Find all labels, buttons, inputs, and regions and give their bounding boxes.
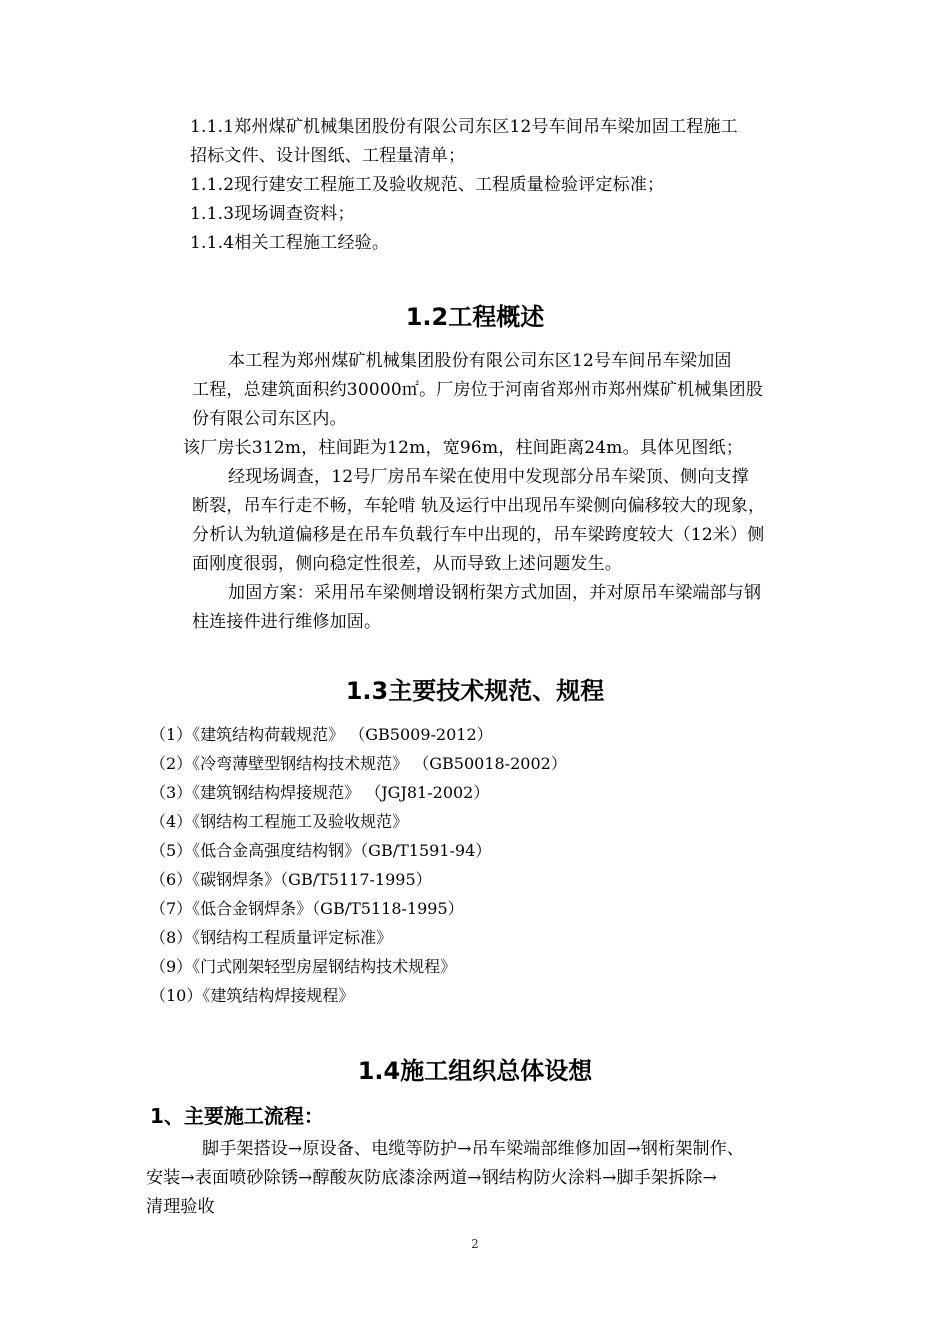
overview-line-9: 加固方案：采用吊车梁侧增设钢桁架方式加固，并对原吊车梁端部与钢 [228, 583, 762, 603]
overview-line-4: 该厂房长312m，柱间距为12m，宽96m，柱间距离24m。具体见图纸； [183, 438, 744, 458]
basis-line-3: 1.1.2现行建安工程施工及验收规范、工程质量检验评定标准； [190, 175, 665, 195]
process-line-3: 清理验收 [146, 1197, 215, 1217]
spec-item-5: （5）《低合金高强度结构钢》（GB/T1591-94） [150, 841, 492, 860]
process-line-2: 安装→表面喷砂除锈→醇酸灰防底漆涂两道→钢结构防火涂料→脚手架拆除→ [146, 1168, 718, 1188]
spec-item-1: （1）《建筑结构荷载规范》 （GB5009-2012） [150, 725, 493, 744]
basis-line-4: 1.1.3现场调查资料； [190, 204, 355, 224]
spec-item-4: （4）《钢结构工程施工及验收规范》 [150, 812, 409, 831]
overview-line-1: 本工程为郑州煤矿机械集团股份有限公司东区12号车间吊车梁加固 [228, 351, 732, 371]
basis-line-1: 1.1.1郑州煤矿机械集团股份有限公司东区12号车间吊车梁加固工程施工 [190, 117, 738, 137]
spec-item-7: （7）《低合金钢焊条》（GB/T5118-1995） [150, 899, 464, 918]
page-number: 2 [471, 1237, 479, 1251]
process-subtitle: 1、主要施工流程： [150, 1104, 324, 1128]
spec-item-9: （9）《门式刚架轻型房屋钢结构技术规程》 [150, 957, 457, 976]
overview-line-2: 工程，总建筑面积约30000㎡。厂房位于河南省郑州市郑州煤矿机械集团股 [192, 380, 764, 400]
spec-item-3: （3）《建筑钢结构焊接规范》 （JGJ81-2002） [150, 783, 490, 802]
basis-line-2: 招标文件、设计图纸、工程量清单； [190, 146, 466, 166]
overview-line-7: 分析认为轨道偏移是在吊车负载行车中出现的，吊车梁跨度较大（12米）侧 [192, 525, 765, 545]
overview-line-6: 断裂，吊车行走不畅，车轮啃 轨及运行中出现吊车梁侧向偏移较大的现象， [192, 496, 766, 516]
spec-item-6: （6）《碳钢焊条》（GB/T5117-1995） [150, 870, 432, 889]
basis-line-5: 1.1.4相关工程施工经验。 [190, 233, 390, 253]
section-1-2-title: 1.2工程概述 [405, 303, 545, 331]
section-1-3-title: 1.3主要技术规范、规程 [345, 677, 605, 705]
overview-line-8: 面刚度很弱，侧向稳定性很差，从而导致上述问题发生。 [192, 554, 622, 574]
spec-item-2: （2）《冷弯薄壁型钢结构技术规范》 （GB50018-2002） [150, 754, 567, 773]
section-1-4-title: 1.4施工组织总体设想 [357, 1057, 593, 1085]
overview-line-10: 柱连接件进行维修加固。 [192, 612, 382, 632]
process-line-1: 脚手架搭设→原设备、电缆等防护→吊车梁端部维修加固→钢桁架制作、 [202, 1139, 745, 1159]
overview-line-3: 份有限公司东区内。 [192, 409, 347, 429]
overview-line-5: 经现场调查，12号厂房吊车梁在使用中发现部分吊车梁顶、侧向支撑 [228, 467, 749, 487]
spec-item-10: （10）《建筑结构焊接规程》 [150, 986, 355, 1005]
spec-item-8: （8）《钢结构工程质量评定标准》 [150, 928, 393, 947]
